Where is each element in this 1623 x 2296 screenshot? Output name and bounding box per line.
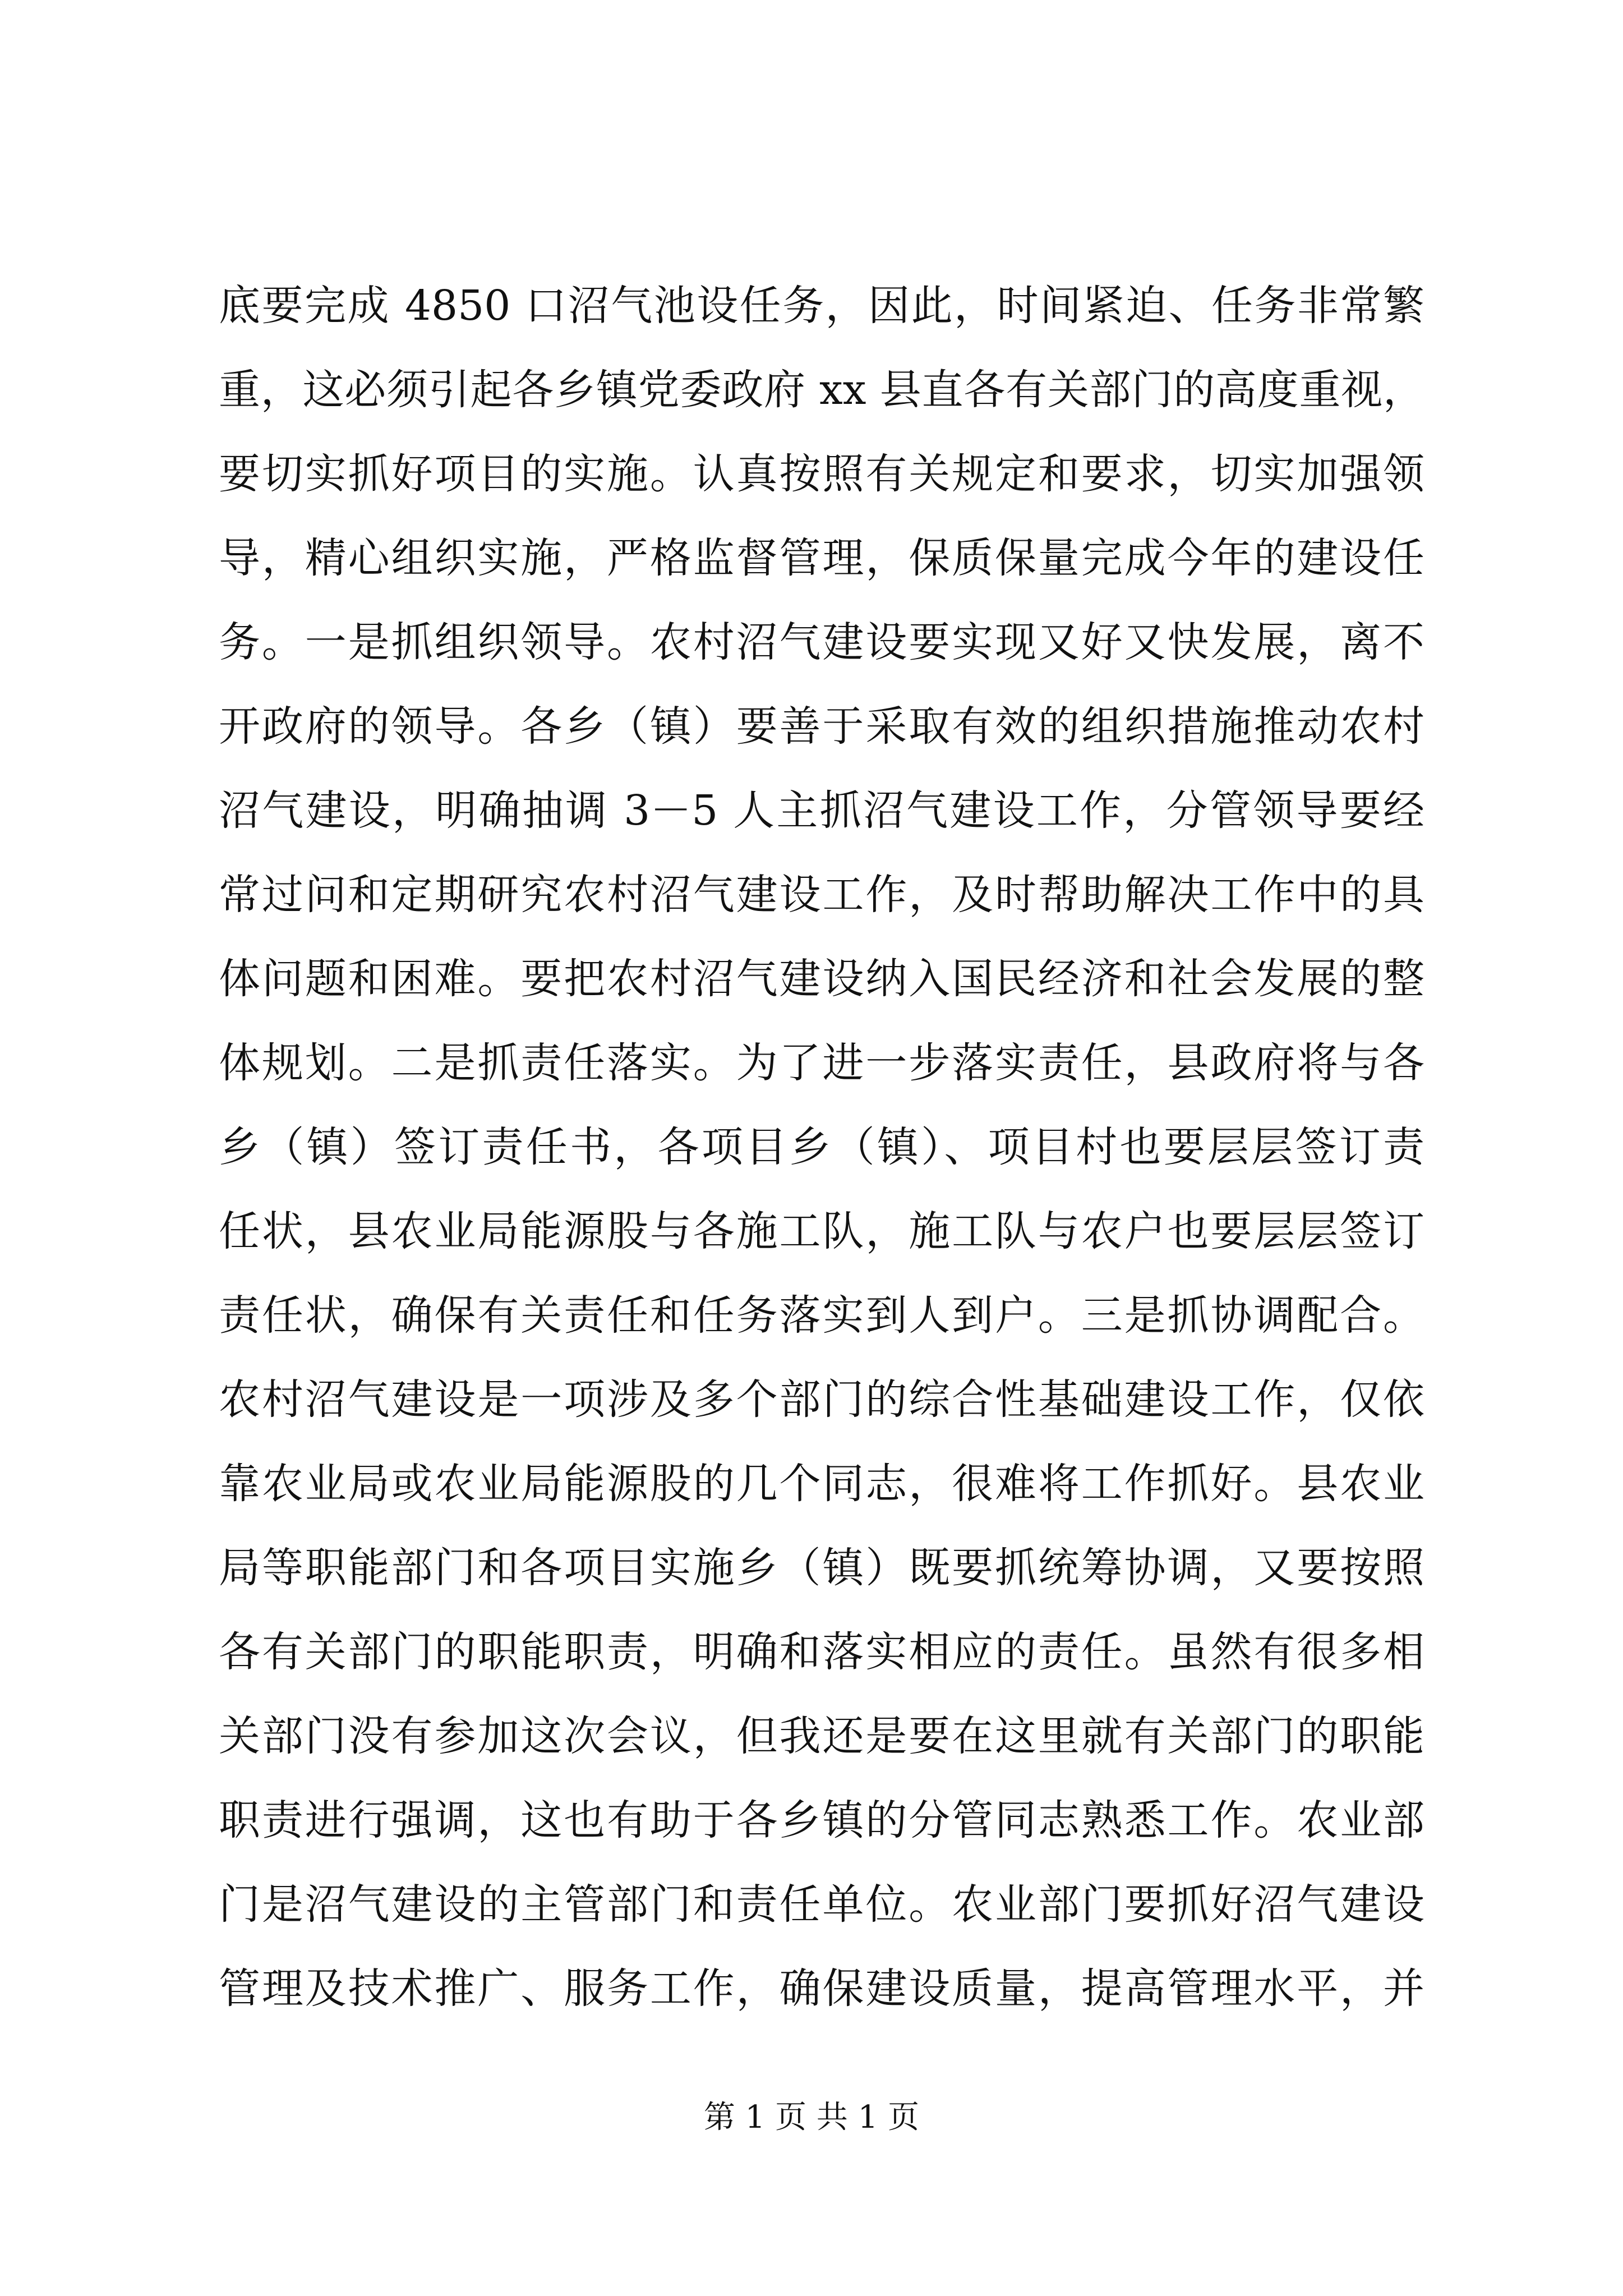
body-text	[219, 264, 1424, 2031]
text-line: 乡（镇）签订责任书，各项目乡（镇）、项目村也要层层签订责	[219, 1123, 1424, 1171]
text-line: 开政府的领导。各乡（镇）要善于采取有效的组织措施推动农村	[219, 702, 1424, 751]
text-line: 常过问和定期研究农村沼气建设工作，及时帮助解决工作中的具	[219, 871, 1424, 919]
text-line: 靠农业局或农业局能源股的几个同志，很难将工作抓好。县农业	[219, 1460, 1424, 1508]
text-line: 关部门没有参加这次会议，但我还是要在这里就有关部门的职能	[219, 1712, 1424, 1760]
text-line: 局等职能部门和各项目实施乡（镇）既要抓统筹协调，又要按照	[219, 1544, 1424, 1592]
text-line: 门是沼气建设的主管部门和责任单位。农业部门要抓好沼气建设	[219, 1880, 1424, 1929]
text-line: 体规划。二是抓责任落实。为了进一步落实责任，县政府将与各	[219, 1039, 1424, 1087]
text-line: 任状，县农业局能源股与各施工队，施工队与农户也要层层签订	[219, 1207, 1424, 1255]
text-line: 体问题和困难。要把农村沼气建设纳入国民经济和社会发展的整	[219, 955, 1424, 1003]
text-line: 农村沼气建设是一项涉及多个部门的综合性基础建设工作，仅依	[219, 1375, 1424, 1424]
page-footer	[0, 2095, 1623, 2140]
text-line: 各有关部门的职能职责，明确和落实相应的责任。虽然有很多相	[219, 1628, 1424, 1676]
text-line: 重，这必须引起各乡镇党委政府 xx 县直各有关部门的高度重视，	[219, 366, 1424, 414]
text-line: 底要完成 4850 口沼气池设任务，因此，时间紧迫、任务非常繁	[219, 282, 1424, 330]
text-line: 要切实抓好项目的实施。认真按照有关规定和要求，切实加强领	[219, 450, 1424, 498]
text-line: 沼气建设，明确抽调 3－5 人主抓沼气建设工作，分管领导要经	[219, 786, 1424, 835]
text-line: 管理及技术推广、服务工作，确保建设质量，提高管理水平，并	[219, 1964, 1424, 2013]
text-line: 职责进行强调，这也有助于各乡镇的分管同志熟悉工作。农业部	[219, 1796, 1424, 1844]
text-line: 责任状，确保有关责任和任务落实到人到户。三是抓协调配合。	[219, 1291, 1424, 1340]
page-number-label: 第 1 页 共 1 页	[703, 2099, 920, 2136]
text-line: 导，精心组织实施，严格监督管理，保质保量完成今年的建设任	[219, 534, 1424, 582]
text-line: 务。一是抓组织领导。农村沼气建设要实现又好又快发展，离不	[219, 618, 1424, 666]
